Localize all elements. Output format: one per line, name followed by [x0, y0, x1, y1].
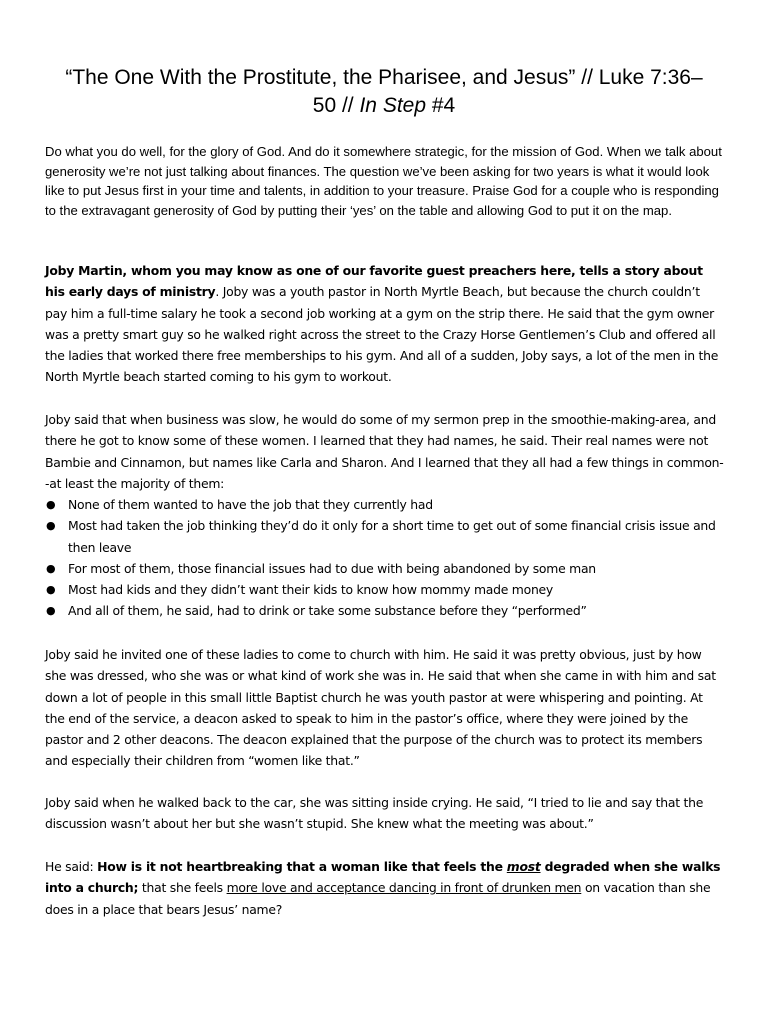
- list-item-text: For most of them, those financial issues had to due with being abandoned by some man: [68, 560, 596, 576]
- story-paragraph-4: Joby said when he walked back to the car, she was sitting inside crying. He said, “I tried to lie and say that the discussion wasn’t about her but she wasn’t stupid. She knew what the meeting was about.”: [45, 795, 704, 832]
- bullet-icon: ●: [46, 561, 56, 575]
- closing-end: on vacation than she does in a place that bears Jesus’ name?: [45, 880, 711, 917]
- list-item-text: And all of them, he said, had to drink or take some substance before they “performed”: [68, 603, 587, 619]
- story-paragraph-2: Joby said that when business was slow, he would do some of my sermon prep in the smoothie-making-area, and there he got to know some of these women. I learned that they had names, he said. Their real names were not Bambie and Cinnamon, but names like Carla and Sharon. And I learned that they all had a few things in common--at least the majority of them:: [45, 412, 724, 491]
- list-item: [45, 600, 725, 621]
- title-number: #4: [426, 94, 456, 117]
- title-main: “The One With the Prostitute, the Pharisee, and Jesus” // Luke 7:36–50 //: [65, 66, 703, 117]
- list-item: [45, 558, 725, 579]
- story-lead-bold: Joby Martin, whom you may know as one of our favorite guest preachers here, tells a story about his early days of ministry: [45, 263, 703, 300]
- list-item-text: Most had taken the job thinking they’d do it only for a short time to get out of some financial crisis issue and then leave: [68, 518, 716, 555]
- bullet-icon: ●: [46, 498, 56, 511]
- list-item: [45, 515, 725, 558]
- bullet-icon: ●: [46, 604, 56, 618]
- story-lead-rest: . Joby was a youth pastor in North Myrtle Beach, but because the church couldn’t pay him a full-time salary he took a second job working at a gym on the strip there. He said that the gym owner was a pretty smart guy so he walked right across the street to the Crazy Horse Gentlemen’s Club and offered all the ladies that worked there free memberships to his gym. And all of a sudden, Joby says, a lot of the men in the North Myrtle beach started coming to his gym to workout.: [45, 284, 719, 385]
- closing-question-part-2: degraded when she walks into a church;: [45, 859, 721, 896]
- list-item-text: None of them wanted to have the job that they currently had: [68, 497, 433, 512]
- title-series: In Step: [359, 94, 427, 117]
- closing-question-part-1: How is it not heartbreaking that a woman like that feels the: [97, 859, 507, 874]
- underlined-phrase: more love and acceptance dancing in front of drunken men: [226, 880, 582, 896]
- list-item: [45, 579, 725, 600]
- list-item-text: Most had kids and they didn’t want their kids to know how mommy made money: [68, 582, 554, 598]
- closing-paragraph: [45, 856, 725, 920]
- commonalities-list: [45, 494, 725, 622]
- closing-mid: that she feels: [138, 880, 227, 896]
- intro-paragraph: Do what you do well, for the glory of God. And do it somewhere strategic, for the mission of God. When we talk about generosity we’re not just talking about finances. The question we’ve been asking for two years is what it would look like to put Jesus first in your time and talents, in addition to your treasure. Praise God for a couple who is responding to the extravagant generosity of God by putting their ‘yes’ on the table and allowing God to put it on the map.: [45, 144, 722, 218]
- bullet-icon: ●: [46, 583, 56, 597]
- page-title: [60, 64, 708, 120]
- closing-lead: He said:: [45, 859, 98, 874]
- emphasis-most: most: [506, 859, 541, 874]
- list-item: [45, 494, 725, 515]
- story-paragraph-1: [45, 260, 725, 388]
- bullet-icon: ●: [46, 519, 56, 533]
- story-paragraph-3: Joby said he invited one of these ladies to come to church with him. He said it was pretty obvious, just by how she was dressed, who she was or what kind of work she was in. He said that when she came in with him and sat down a lot of people in this small little Baptist church he was youth pastor at were whispering and pointing. At the end of the service, a deacon asked to speak to him in the pastor’s office, where they were joined by the pastor and 2 other deacons. The deacon explained that the purpose of the church was to protect its members and especially their children from “women like that.”: [45, 647, 716, 769]
